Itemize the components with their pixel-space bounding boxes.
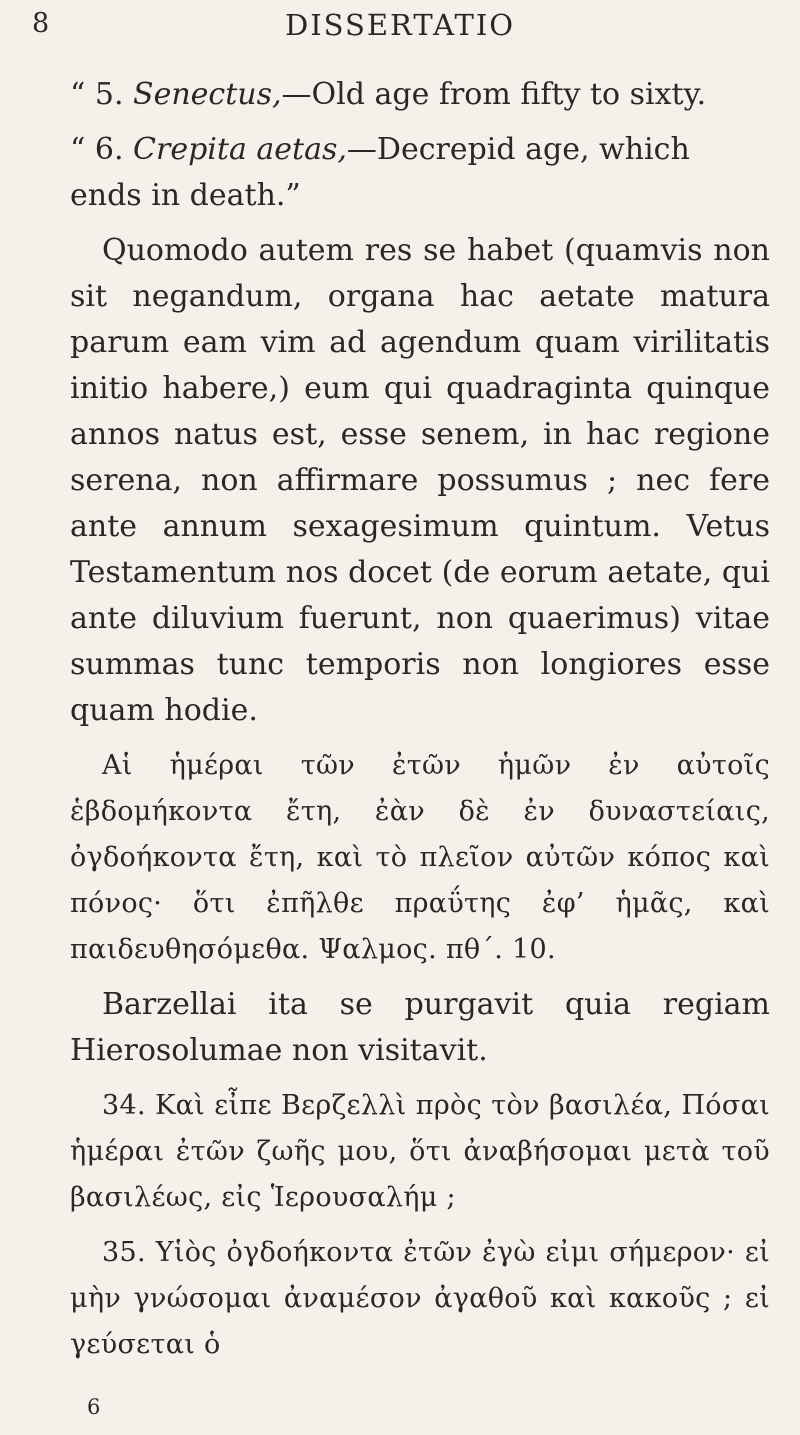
latin-paragraph-barzellai: Barzellai ita se purgavit quia regiam Hierosolumae non visitavit. bbox=[70, 987, 770, 1068]
page-number: 8 bbox=[32, 8, 50, 39]
quote-prefix: “ 6. bbox=[70, 132, 134, 167]
greek-verse-35: 35. Υἱὸς ὀγδοήκοντα ἐτῶν ἐγὼ εἰμι σήμερον· εἰ μὴν γνώσομαι ἀναμέσον ἀγαθοῦ καὶ κακοῦς ; εἰ γεύσεται ὁ bbox=[70, 1237, 770, 1360]
quote-crepita-aetas bbox=[70, 127, 770, 219]
quote-term: Crepita aetas, bbox=[133, 132, 347, 167]
quote-term: Senectus, bbox=[133, 77, 282, 112]
greek-verse-34: 34. Καὶ εἶπε Βερζελλὶ πρὸς τὸν βασιλέα, Πόσαι ἡμέραι ἐτῶν ζωῆς μου, ὅτι ἀναβήσομαι μετὰ τοῦ βασιλέως, εἰς Ἱερουσαλήμ ; bbox=[70, 1090, 770, 1213]
signature-mark: 6 bbox=[87, 1395, 101, 1419]
latin-paragraph-quomodo: Quomodo autem res se habet (quamvis non sit negandum, organa hac aetate matura parum eam vim ad agendum quam virilitatis initio habere,) eum qui quadraginta quinque annos natus est, esse senem, in hac regione serena, non affirmare possumus ; nec fere ante annum sexagesimum quintum. Vetus Testamentum nos docet (de eorum aetate, qui ante diluvium fuerunt, non quaerimus) vitae summas tunc temporis non longiores esse quam hodie. bbox=[70, 233, 770, 728]
quote-definition: —Old age from fifty to sixty. bbox=[281, 77, 707, 112]
greek-paragraph-psalm: Αἱ ἡμέραι τῶν ἐτῶν ἡμῶν ἐν αὐτοῖς ἑβδομήκοντα ἔτη, ἐὰν δὲ ἐν δυναστείαις, ὀγδοήκοντα ἔτη, καὶ τὸ πλεῖον αὐτῶν κόπος καὶ πόνος· ὅτι ἐπῆλθε πραΰτης ἐφ’ ἡμᾶς, καὶ παιδευθησόμεθα. Ψαλμος. πθ΄. 10. bbox=[70, 750, 770, 965]
running-head: DISSERTATIO bbox=[284, 8, 516, 42]
quote-prefix: “ 5. bbox=[70, 77, 134, 112]
quote-definition: —Decrepid age, which ends in death.” bbox=[70, 132, 690, 213]
page-header bbox=[0, 8, 800, 48]
quote-senectus bbox=[70, 72, 770, 118]
page-body bbox=[70, 72, 770, 1377]
